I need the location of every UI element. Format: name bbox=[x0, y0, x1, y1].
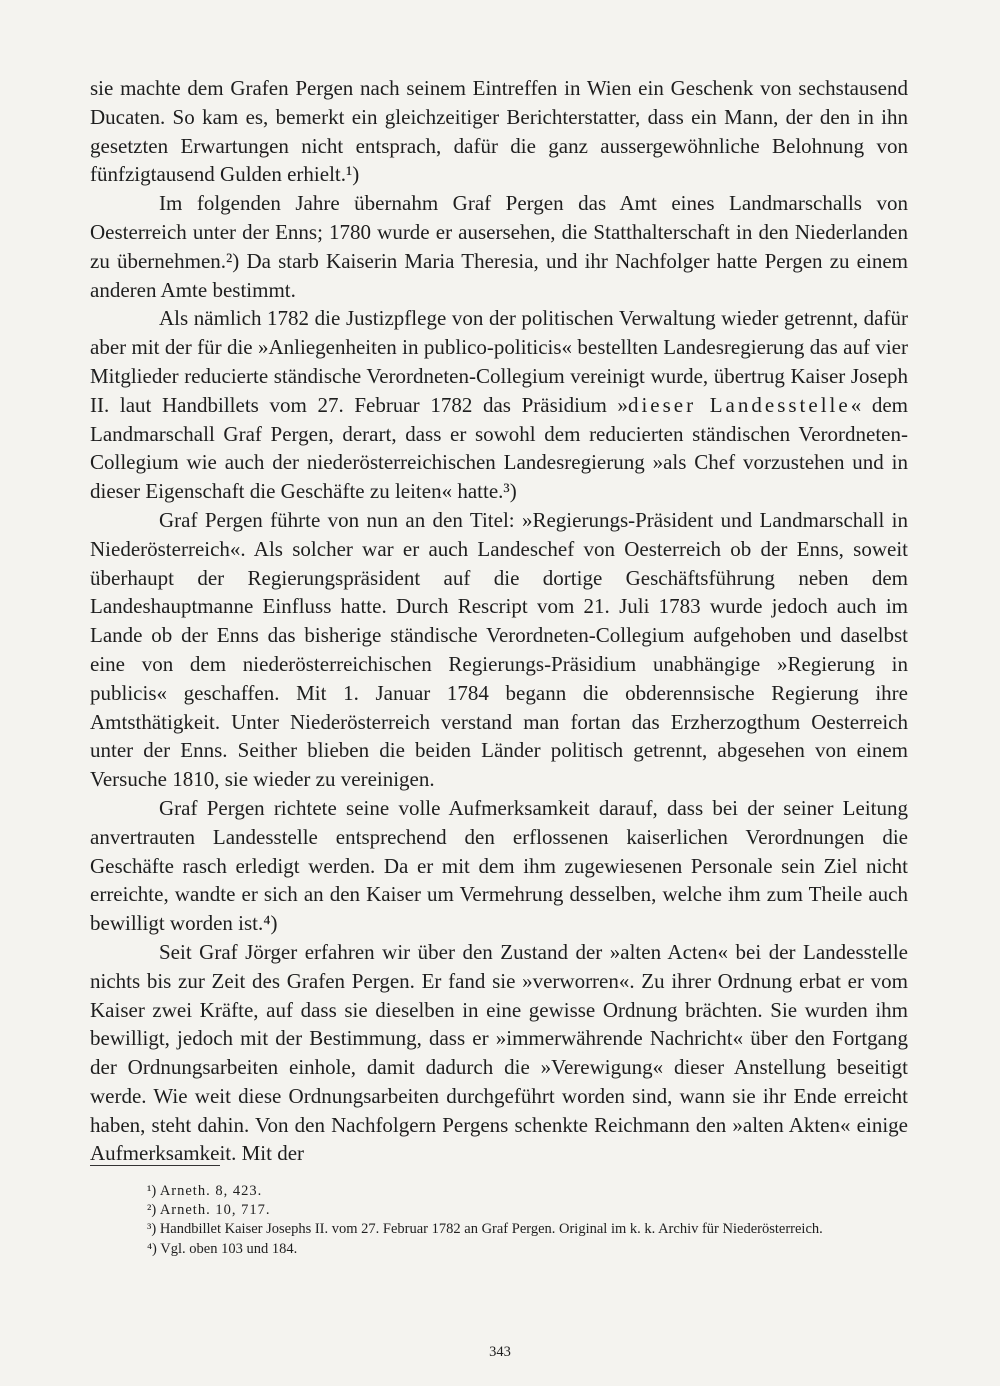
footnote-2 bbox=[90, 1201, 908, 1220]
footnote-4-text: Vgl. oben 103 und 184. bbox=[160, 1240, 298, 1257]
paragraph-5: Graf Pergen richtete seine volle Aufmerksamkeit darauf, dass bei der seiner Leitung anvertrauten Landesstelle entsprechend den erflossenen kaiserlichen Verordnungen die Geschäfte rasch erledigt werden. Da er mit dem ihm zugewiesenen Personale sein Ziel nicht erreichte, wandte er sich an den Kaiser um Vermehrung desselben, welche ihm zum Theile auch bewilligt worden ist.⁴) bbox=[90, 795, 908, 936]
footnote-2-marker: ²) bbox=[147, 1202, 157, 1219]
footnote-3 bbox=[90, 1220, 908, 1239]
footnote-4 bbox=[90, 1240, 908, 1259]
paragraph-3 bbox=[90, 304, 908, 506]
page-number: 343 bbox=[489, 1344, 511, 1360]
footnote-1-text: Arneth. 8, 423. bbox=[159, 1183, 263, 1199]
paragraph-4: Graf Pergen führte von nun an den Titel: »Regierungs-Präsident und Landmarschall in Niederösterreich«. Als solcher war er auch Landeschef von Oesterreich ob der Enns, soweit überhaupt der Regierungspräsident auf die dortige Geschäftsführung neben dem Landeshauptmanne Einfluss hatte. Durch Rescript vom 21. Juli 1783 wurde jedoch auch im Lande ob der Enns das bisherige ständische Verordneten-Collegium aufgehoben und daselbst eine von dem niederösterreichischen Regierungs-Präsidium unabhängige »Regierung in publicis« geschaffen. Mit 1. Januar 1784 begann die obderennsische Regierung ihre Amtsthätigkeit. Unter Niederösterreich verstand man fortan das Erzherzogthum Oesterreich unter der Enns. Seither blieben die beiden Länder politisch getrennt, abgesehen von einem Versuche 1810, sie wieder zu vereinigen. bbox=[90, 507, 908, 792]
footnote-divider bbox=[90, 1165, 220, 1166]
paragraph-6: Seit Graf Jörger erfahren wir über den Zustand der »alten Acten« bei der Landesstelle nichts bis zur Zeit des Grafen Pergen. Er fand sie »verworren«. Zu ihrer Ordnung erbat er vom Kaiser zwei Kräfte, auf dass sie dieselben in eine gewisse Ordnung brächten. Sie wurden ihm bewilligt, jedoch mit der Bestimmung, dass er »immerwährende Nachricht« über den Fortgang der Ordnungsarbeiten einhole, damit dadurch die »Verewigung« dieser Anstellung beseitigt werde. Wie weit diese Ordnungsarbeiten durchgeführt worden sind, wann sie ihr Ende erreicht haben, steht dahin. Von den Nachfolgern Pergens schenkte Reichmann den »alten Akten« einige Aufmerksamkeit. Mit der bbox=[90, 939, 908, 1166]
footnote-1-marker: ¹) bbox=[147, 1183, 157, 1199]
paragraph-3-part-2: « dem Landmarschall Graf Pergen, derart, dass er sowohl dem reducierten ständischen Verordneten-Collegium wie auch der niederösterreichischen Landesregierung »als Chef vorzustehen und in dieser Eigenschaft die Geschäfte zu leiten« hatte.³) bbox=[90, 392, 908, 504]
paragraph-1: sie machte dem Grafen Pergen nach seinem Eintreffen in Wien ein Geschenk von sechstausend Ducaten. So kam es, bemerkt ein gleichzeitiger Berichterstatter, dass ein Mann, der den in ihn gesetzten Erwartungen nicht entsprach, dafür die ganz aussergewöhnliche Belohnung von fünfzigtausend Gulden erhielt.¹) bbox=[90, 76, 908, 187]
body-text bbox=[90, 74, 908, 1168]
paragraph-2: Im folgenden Jahre übernahm Graf Pergen das Amt eines Landmarschalls von Oesterreich unter der Enns; 1780 wurde er ausersehen, die Statthalterschaft in den Niederlanden zu übernehmen.²) Da starb Kaiserin Maria Theresia, und ihr Nachfolger hatte Pergen zu einem anderen Amte bestimmt. bbox=[90, 191, 908, 302]
paragraph-3-part-1: Als nämlich 1782 die Justizpflege von der politischen Verwaltung wieder getrennt, dafür aber mit der für die »Anliegenheiten in publico-politicis« bestellten Landesregierung das auf vier Mitglieder reducierte ständische Verordneten-Collegium vereinigt wurde, übertrug Kaiser Joseph II. laut Handbillets vom 27. Februar 1782 das Präsidium » bbox=[90, 306, 908, 417]
footnote-4-marker: ⁴) bbox=[147, 1240, 157, 1257]
footnote-2-text: Arneth. 10, 717. bbox=[159, 1202, 271, 1219]
spaced-emphasis: dieser Landesstelle bbox=[627, 392, 851, 417]
footnote-3-text: Handbillet Kaiser Josephs II. vom 27. Februar 1782 an Graf Pergen. Original im k. k. Archiv für Niederösterreich. bbox=[159, 1221, 823, 1238]
footnote-3-marker: ³) bbox=[147, 1221, 157, 1238]
footnotes bbox=[90, 1182, 908, 1259]
footnote-1 bbox=[90, 1182, 908, 1201]
